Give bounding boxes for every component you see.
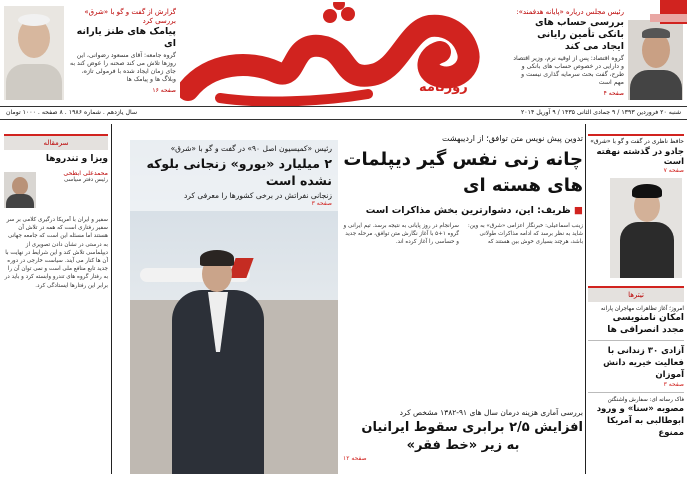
right-item-page: صفحه ۳ [663,381,684,388]
masthead [0,0,687,116]
right-top-photo [610,178,682,278]
editorial-author-role: رئیس دفتر سیاسی [63,177,108,183]
dateline-issue: سال یازدهم . شماره ۱۹۸۶ . ۸ صفحه . ۱۰۰۰ تومان [6,109,138,116]
right-teaser-title: بررسی حساب های بانکی تأمین رایانی ایجاد می کند [534,17,624,52]
corner-decoration-strip [650,14,687,22]
right-item-3[interactable] [588,397,684,439]
right-item-3-title: مصوبه «سنا» و ورود ابوطالبی به آمریکا ممنوع [596,404,684,438]
bottom-story-headline-1: افزایش ۲/۵ برابری سقوط ایرانیان [361,420,583,435]
right-teaser-text: گروه اقتصاد: پس از اوقیه نرم، وزیر اقتصاد و دارایی در خصوص حساب های بانکی و طرح، گفت بحث سرمایه گذاری نیست و مهم است [513,55,624,86]
right-item-2[interactable] [588,345,684,393]
lead-subhead-text: ظریف: این، دشوارترین بخش مذاکرات است [365,205,571,216]
editorial-body: سفیر و ایران با آمریکا درگیری کلامی بر سر سفیر رفتاری است که همه در تلاش آن هستند اما مسئله این است که جامعه جهانی به درستی در نشان دادن تصویری از دیپلماسی تلاش کند و این شرایط در نهایت با آن ها کنار می آیند. سیاست خارجی در دوره جدید تابع منافع ملی است و نمی توان آن را به رفتار گروه های تندرو وابسته کرد و باید در برابر این رفتارها ایستادگی کرد. [4,217,108,289]
column-divider-left [111,124,112,474]
left-teaser[interactable] [68,8,176,95]
left-teaser-page: صفحه ۱۶ [152,87,176,94]
editorial-column [4,134,108,474]
editorial-author: محمدعلی ابطحی [63,170,108,177]
right-teaser-page: صفحه ۴ [603,90,624,97]
left-teaser-kicker: گزارش از گفت و گو با «شرق» بررسی کرد [84,8,176,25]
bottom-story-headline-2: به زیر «خط فقر» [406,438,520,453]
right-teaser-photo [628,20,683,100]
right-item-1-kicker: امروز؛ آغاز تظاهرات مهاجران پارانه [600,306,684,312]
photo-story-caption [130,140,338,211]
dateline [0,106,687,120]
right-top-title: جادو در گذشته نهفته است [596,147,684,167]
editorial-author-photo [4,172,36,208]
editorial-section-label: سرمقاله [4,134,108,150]
photo-story-subhead: زنجانی نفراتش در برخی کشورها را معرفی کرد [183,191,332,200]
photo-story-page: صفحه ۳ [311,200,332,207]
right-column [588,134,684,474]
right-item-1-title: امکان نامنویسی مجدد انصرافی ها [607,313,684,335]
right-top-story[interactable] [588,134,684,174]
right-top-page: صفحه ۷ [663,167,684,174]
lead-story[interactable] [343,134,583,350]
photo-story[interactable] [130,140,338,474]
logo-subtitle: روزنامه [419,80,468,95]
bottom-story-kicker: بررسی آماری هزینه درمان سال های ۹۱-۱۳۸۲ مشخص کرد [399,408,583,417]
headlines-section-label: تیترها [588,286,684,302]
lead-kicker: تدوین پیش نویس متن توافق؛ از اردیبهشت [442,134,583,143]
lead-body: زینب اسماعیلی: خبرنگار اعزامی «شرق» به وین: شاید به نظر برسد که ادامه مذاکرات طولانی باشد، هرچند بسیاری خوش بین هستند که سرانجام در روز پایانی به نتیجه برسد. تیم ایرانی و گروه ۱+۵ با آغاز نگارش متن توافق، مرحله جدید و حساسی را آغاز کرده اند. [343,223,583,246]
right-item-2-title: آزادی ۳۰ زندانی با فعالیت خیریه دانش آموزان [603,346,684,380]
right-teaser[interactable] [512,8,624,98]
right-item-3-kicker: فاک رسانه ای: سفارش واشنگتن [607,397,684,403]
editorial-title[interactable]: ویزا و تندروها [45,154,108,164]
right-teaser-kicker: رئیس مجلس دریاره «پایانه هدفمند»: [516,8,624,16]
bottom-story-page: صفحه ۱۲ [343,455,367,462]
left-teaser-title: پیامک های طنز یارانه ای [76,26,176,49]
lead-subhead-bullet: ■ [570,205,583,216]
right-item-1[interactable] [588,306,684,341]
left-teaser-photo [4,6,64,100]
lead-subhead [343,205,583,216]
photo-story-kicker: رئیس «کمیسیون اصل ۹۰» در گفت و گو با «شرق» [170,144,332,153]
lead-headline: چانه زنی نفس گیر دیپلمات های هسته ای [343,149,583,196]
center-area [115,122,586,474]
dateline-date: شنبه ۲۰ فروردین ۱۳۹۳ / ۹ جمادی الثانی ۱۴۳۵ / ۹ آوریل ۲۰۱۴ [520,109,681,116]
bottom-story[interactable] [343,408,583,462]
right-top-kicker: حافظ ناظری در گفت و گو با «شرق» [590,138,684,145]
photo-story-headline: ۲ میلیارد «یورو» زنجانی بلوکه نشده است [146,156,332,188]
left-teaser-text: گروه جامعه: آقای مسعود رضوانی، این روزها تلاش می کند صحنه را عوض کند به جای زمان ایجاد شده با فرمولی تازه، وبلاگ ها و پیامک ها [70,52,176,83]
photo-man-hair [200,250,234,266]
